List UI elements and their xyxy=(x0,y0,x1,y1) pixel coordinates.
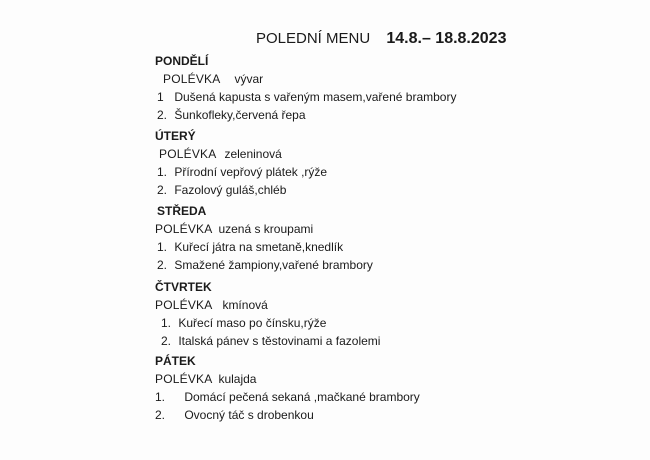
soup-row xyxy=(155,370,420,388)
day-name: ČTVRTEK xyxy=(155,280,212,294)
item-number: 1. xyxy=(157,240,168,254)
soup-row xyxy=(163,70,456,88)
item-number: 2. xyxy=(157,183,168,197)
item-number: 2. xyxy=(155,408,166,422)
item-text: Fazolový guláš,chléb xyxy=(174,183,287,197)
page-title: POLEDNÍ MENU xyxy=(256,30,371,47)
item-text: Ovocný táč s drobenkou xyxy=(184,408,314,422)
soup-name: zeleninová xyxy=(224,147,282,161)
list-item xyxy=(157,106,456,124)
item-text: Šunkofleky,červená řepa xyxy=(174,108,306,122)
day-thursday xyxy=(155,278,380,350)
soup-name: kmínová xyxy=(222,298,268,312)
item-number: 1 xyxy=(157,90,164,104)
day-monday xyxy=(155,52,456,124)
soup-label: POLÉVKA xyxy=(155,298,213,312)
item-text: Italská pánev s těstovinami a fazolemi xyxy=(178,334,381,348)
day-name: STŘEDA xyxy=(157,204,207,218)
soup-label: POLÉVKA xyxy=(155,222,213,236)
soup-row xyxy=(159,145,327,163)
list-item xyxy=(157,163,327,181)
day-name: PONDĚLÍ xyxy=(155,54,209,68)
list-item xyxy=(161,332,380,350)
soup-label: POLÉVKA xyxy=(155,372,213,386)
soup-label: POLÉVKA xyxy=(159,147,217,161)
day-tuesday xyxy=(155,127,327,199)
soup-row xyxy=(155,220,373,238)
item-text: Kuřecí játra na smetaně,knedlík xyxy=(174,240,344,254)
item-number: 2. xyxy=(161,334,172,348)
soup-label: POLÉVKA xyxy=(163,72,221,86)
item-text: Smažené žampiony,vařené brambory xyxy=(174,258,373,272)
soup-row xyxy=(155,296,380,314)
item-number: 2. xyxy=(157,108,168,122)
item-text: Přírodní vepřový plátek ,rýže xyxy=(174,165,328,179)
list-item xyxy=(155,406,420,424)
list-item xyxy=(157,181,327,199)
list-item xyxy=(157,88,456,106)
item-number: 1. xyxy=(157,165,168,179)
day-wednesday xyxy=(155,202,373,274)
soup-name: vývar xyxy=(234,72,264,86)
list-item xyxy=(157,256,373,274)
menu-dates: 14.8.– 18.8.2023 xyxy=(386,30,507,47)
list-item xyxy=(155,388,420,406)
menu-title xyxy=(256,30,506,48)
item-number: 2. xyxy=(157,258,168,272)
item-text: Dušená kapusta s vařeným masem,vařené brambory xyxy=(174,90,457,104)
soup-name: kulajda xyxy=(218,372,257,386)
item-text: Domácí pečená sekaná ,mačkané brambory xyxy=(184,390,420,404)
soup-name: uzená s kroupami xyxy=(218,222,314,236)
item-number: 1. xyxy=(161,316,172,330)
list-item xyxy=(157,238,373,256)
day-friday xyxy=(155,352,420,424)
day-name: PÁTEK xyxy=(155,354,196,368)
list-item xyxy=(161,314,380,332)
item-text: Kuřecí maso po čínsku,rýže xyxy=(178,316,327,330)
item-number: 1. xyxy=(155,390,166,404)
day-name: ÚTERÝ xyxy=(155,129,196,143)
